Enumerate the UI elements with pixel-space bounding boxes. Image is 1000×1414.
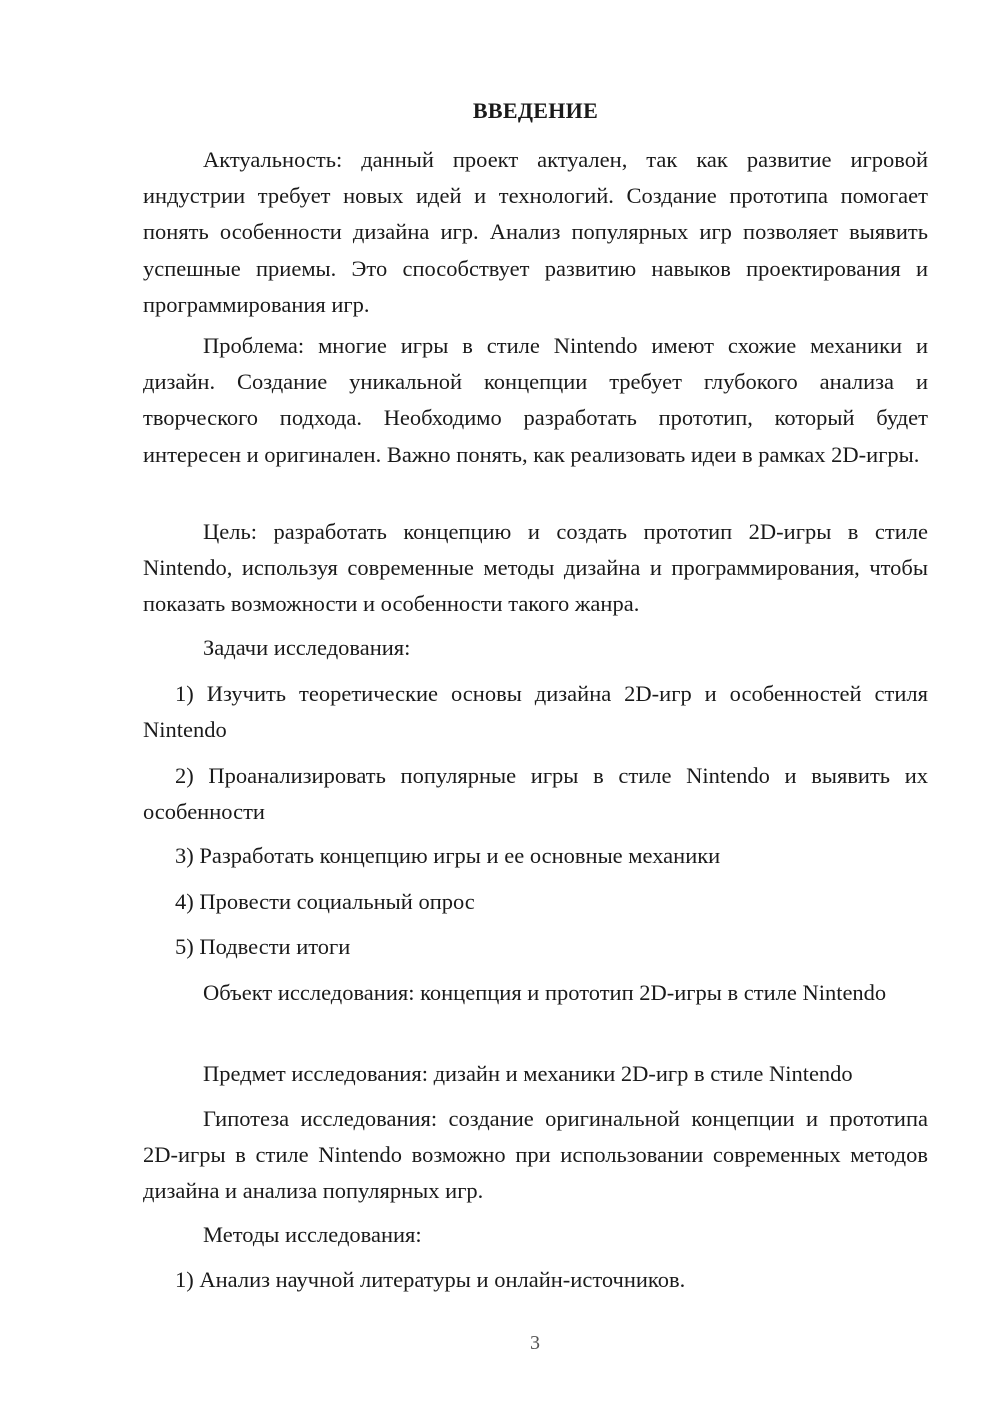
task-item-3: 3) Разработать концепцию игры и ее основные механики (175, 843, 721, 868)
task-item-2: 2) Проанализировать популярные игры в стиле Nintendo и выявить их особенности (143, 763, 928, 825)
methods-heading: Методы исследования: (203, 1222, 422, 1247)
paragraph-subject: Предмет исследования: дизайн и механики 2D-игр в стиле Nintendo (203, 1061, 853, 1086)
paragraph-problem: Проблема: многие игры в стиле Nintendo имеют схожие механики и дизайн. Создание уникальной концепции требует глубокого анализа и творческого подхода. Необходимо разработать прототип, который будет интересен и оригинален. Важно понять, как реализовать идеи в рамках 2D-игры. (143, 333, 928, 467)
task-item-4: 4) Провести социальный опрос (175, 889, 475, 914)
page-number: 3 (530, 1332, 540, 1354)
task-item-1: 1) Изучить теоретические основы дизайна 2D-игр и особенностей стиля Nintendo (143, 681, 928, 743)
page-title: ВВЕДЕНИЕ (472, 98, 599, 123)
paragraph-hypothesis: Гипотеза исследования: создание оригинальной концепции и прототипа 2D-игры в стиле Nintendo возможно при использовании современных методов дизайна и анализа популярных игр. (143, 1106, 928, 1204)
method-item-1: 1) Анализ научной литературы и онлайн-источников. (175, 1267, 686, 1292)
paragraph-object: Объект исследования: концепция и прототип 2D-игры в стиле Nintendo (203, 980, 887, 1005)
task-item-5: 5) Подвести итоги (175, 934, 351, 959)
paragraph-goal: Цель: разработать концепцию и создать прототип 2D-игры в стиле Nintendo, используя современные методы дизайна и программирования, чтобы показать возможности и особенности такого жанра. (143, 519, 928, 617)
tasks-heading: Задачи исследования: (203, 635, 411, 660)
paragraph-relevance: Актуальность: данный проект актуален, так как развитие игровой индустрии требует новых идей и технологий. Создание прототипа помогает понять особенности дизайна игр. Анализ популярных игр позволяет выявить успешные приемы. Это способствует развитию навыков проектирования и программирования игр. (143, 147, 928, 317)
